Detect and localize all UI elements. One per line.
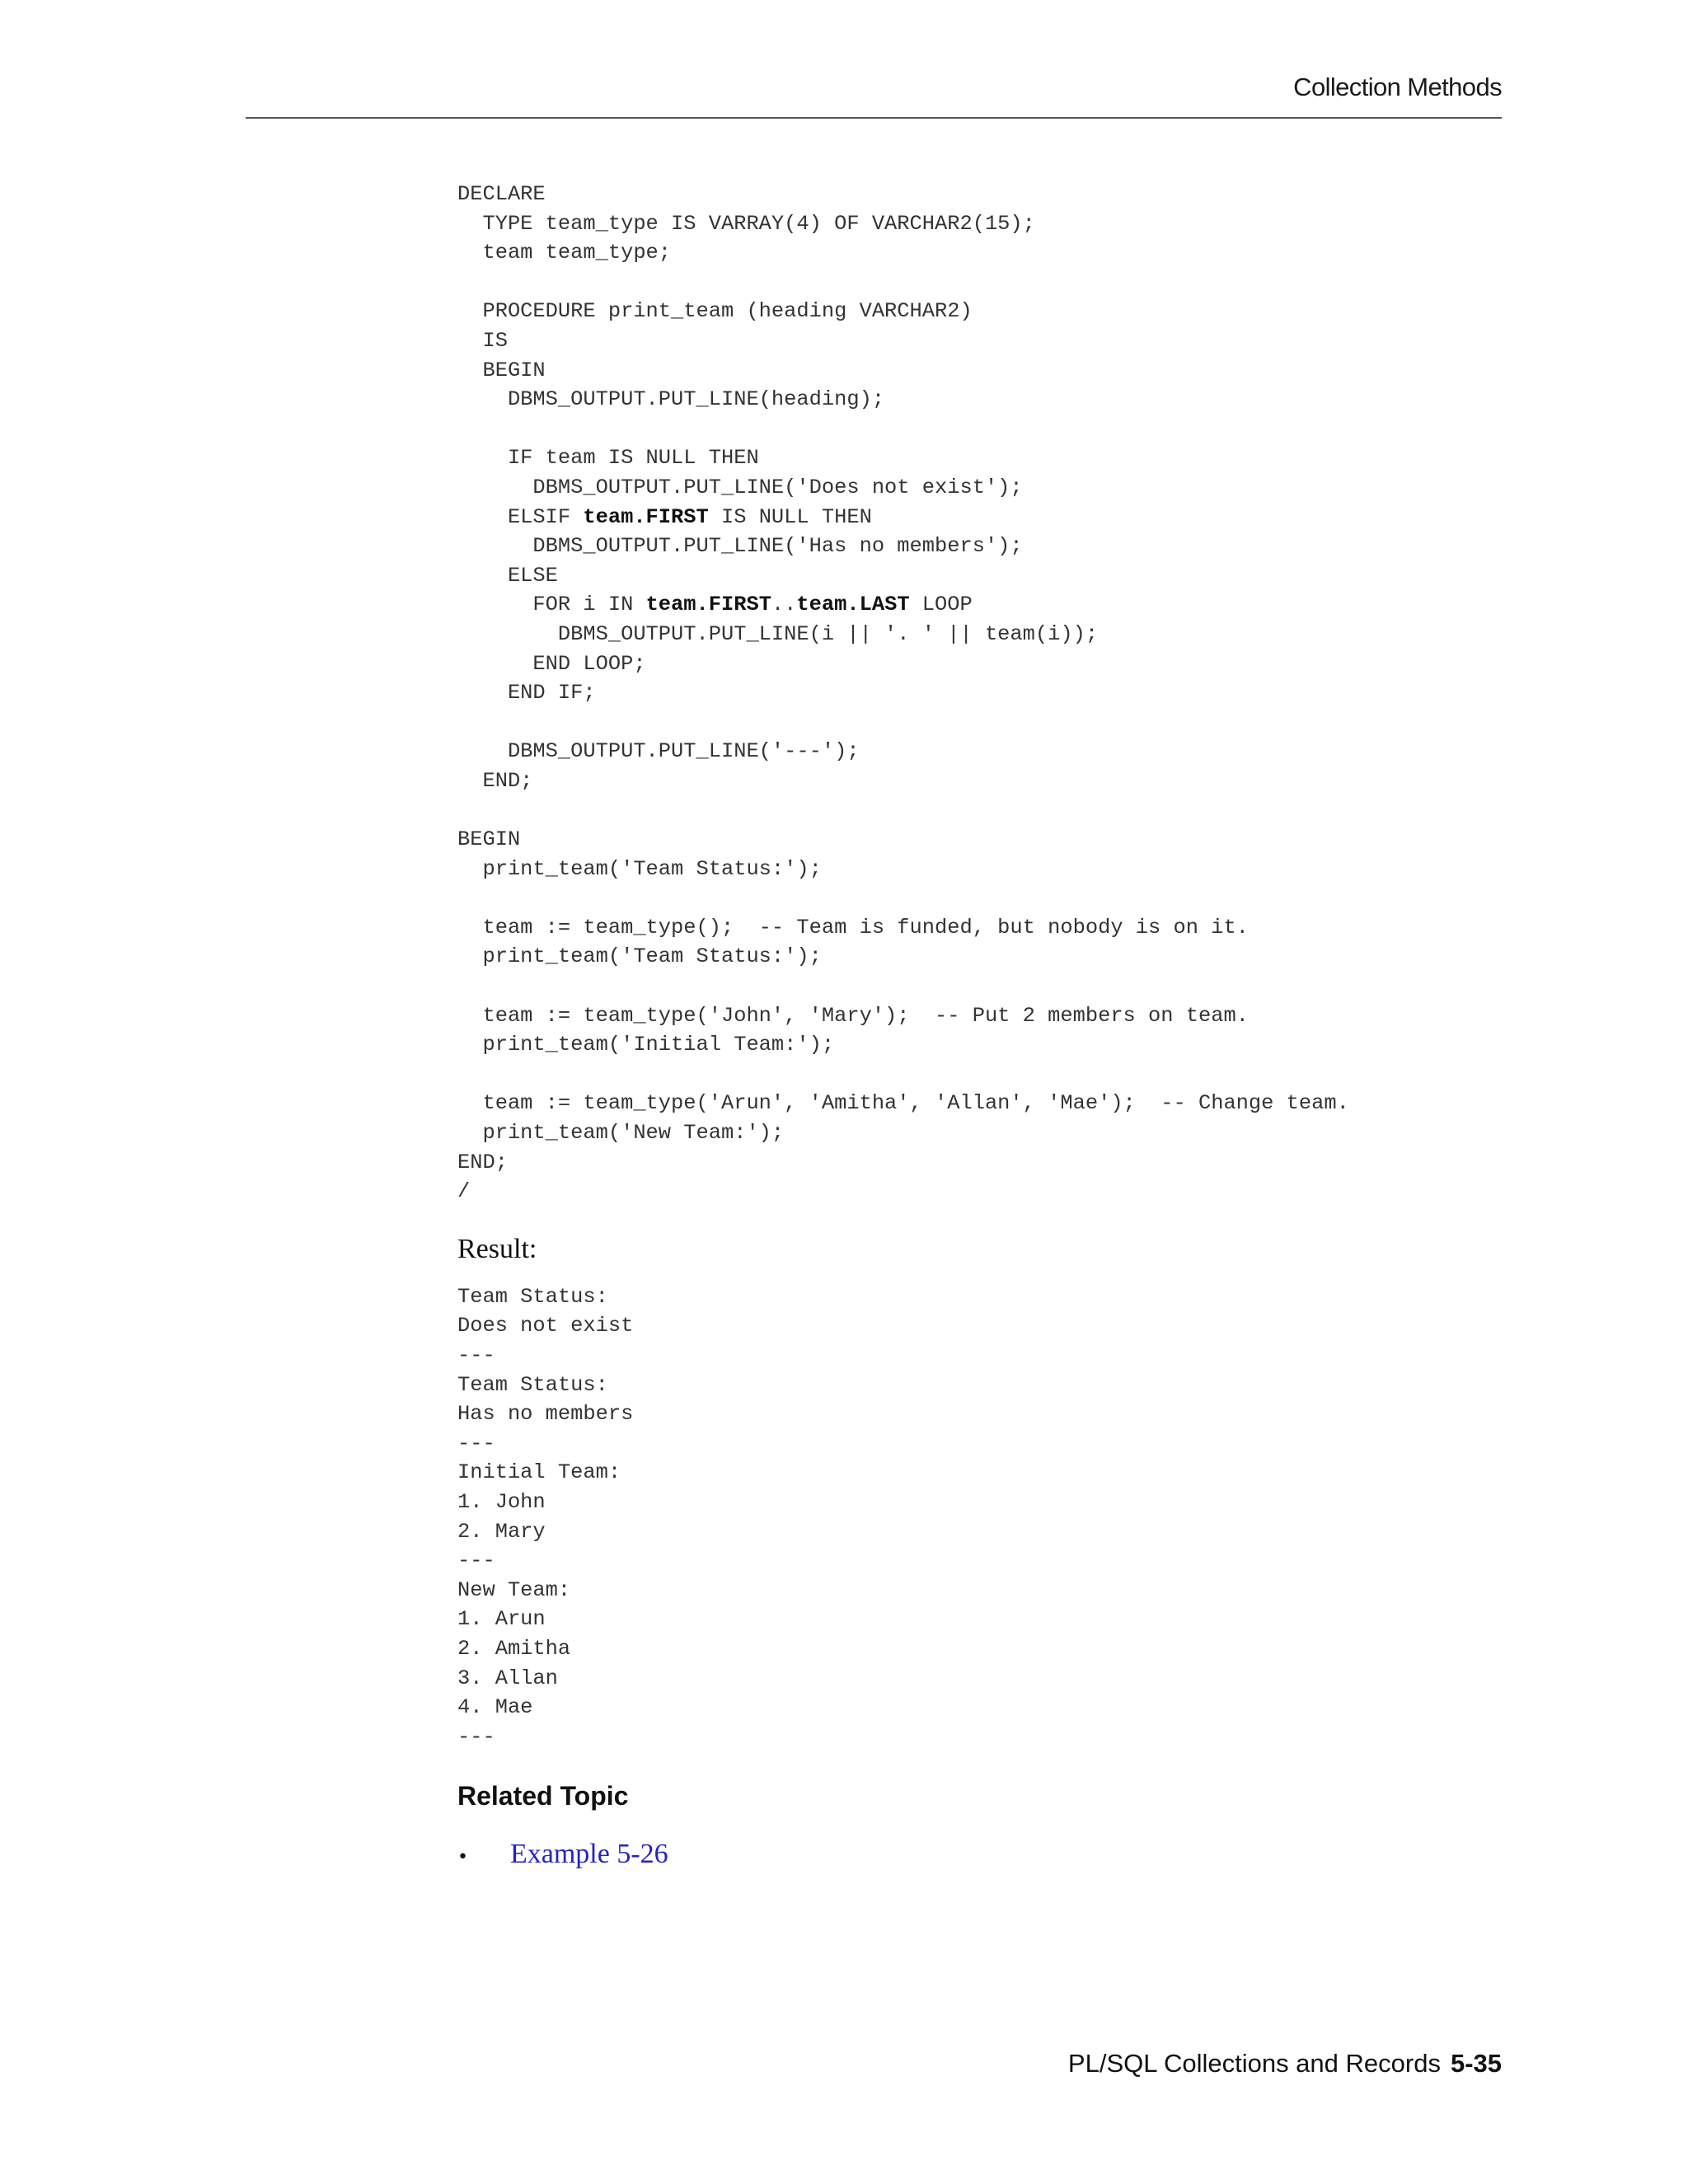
code-line: team := team_type('John', 'Mary'); -- Put 2 members on team. (457, 1003, 1249, 1028)
result-line: Initial Team: (457, 1460, 621, 1485)
code-line: team team_type; (457, 241, 672, 265)
code-line: print_team('Team Status:'); (457, 944, 822, 969)
code-line: print_team('Team Status:'); (457, 856, 822, 881)
code-line: END LOOP; (457, 651, 646, 676)
bullet-icon: • (457, 1847, 468, 1868)
result-line: Team Status: (457, 1372, 608, 1397)
result-line: --- (457, 1431, 495, 1455)
code-line: END; (457, 1150, 508, 1174)
code-line: DBMS_OUTPUT.PUT_LINE('Does not exist'); (457, 475, 1023, 499)
code-line: IF team IS NULL THEN (457, 446, 759, 471)
result-line: Has no members (457, 1402, 634, 1427)
code-line: END; (457, 768, 533, 793)
code-line: FOR i IN team.FIRST..team.LAST LOOP (457, 593, 973, 617)
result-heading: Result: (457, 1233, 537, 1264)
code-example (457, 180, 1529, 1207)
code-line: ELSIF team.FIRST IS NULL THEN (457, 504, 872, 529)
code-line: DBMS_OUTPUT.PUT_LINE(heading); (457, 387, 885, 412)
code-line: team := team_type(); -- Team is funded, but nobody is on it. (457, 915, 1249, 940)
result-line: 3. Allan (457, 1666, 558, 1690)
result-line: 1. Arun (457, 1607, 546, 1632)
code-line: BEGIN (457, 827, 521, 852)
code-line: BEGIN (457, 358, 546, 382)
code-line: ELSE (457, 563, 558, 588)
result-line: 4. Mae (457, 1695, 533, 1720)
code-line: DBMS_OUTPUT.PUT_LINE(i || '. ' || team(i)); (457, 621, 1099, 646)
code-line: DBMS_OUTPUT.PUT_LINE('Has no members'); (457, 534, 1023, 559)
result-line: Does not exist (457, 1314, 634, 1338)
result-line: 2. Mary (457, 1519, 546, 1544)
code-line: print_team('New Team:'); (457, 1121, 785, 1145)
result-line: New Team: (457, 1577, 571, 1602)
section-title: Collection Methods (1293, 73, 1502, 101)
result-line: Team Status: (457, 1284, 608, 1309)
related-topic-heading: Related Topic (457, 1781, 629, 1811)
page-footer (1068, 2047, 1502, 2080)
code-line: print_team('Initial Team:'); (457, 1033, 835, 1057)
example-5-26-link[interactable]: Example 5-26 (510, 1839, 668, 1870)
code-line: team := team_type('Arun', 'Amitha', 'Allan', 'Mae'); -- Change team. (457, 1091, 1349, 1116)
result-line: --- (457, 1724, 495, 1749)
code-line: TYPE team_type IS VARRAY(4) OF VARCHAR2(15); (457, 211, 1035, 236)
code-line: DECLARE (457, 182, 546, 206)
code-line: DBMS_OUTPUT.PUT_LINE('---'); (457, 739, 860, 764)
result-line: 2. Amitha (457, 1636, 571, 1661)
related-topic-item (457, 1837, 1529, 1875)
code-line: / (457, 1179, 471, 1204)
code-line: IS (457, 328, 508, 353)
page-number: 5-35 (1450, 2049, 1502, 2078)
code-line: PROCEDURE print_team (heading VARCHAR2) (457, 299, 973, 324)
page-content (457, 180, 1529, 1875)
page-header (246, 71, 1502, 119)
result-line: --- (457, 1343, 495, 1367)
related-topic-list (457, 1837, 1529, 1875)
code-line: END IF; (457, 681, 596, 705)
result-line: --- (457, 1549, 495, 1573)
result-line: 1. John (457, 1489, 546, 1514)
chapter-title: PL/SQL Collections and Records (1067, 2049, 1441, 2078)
result-output (457, 1282, 1529, 1752)
